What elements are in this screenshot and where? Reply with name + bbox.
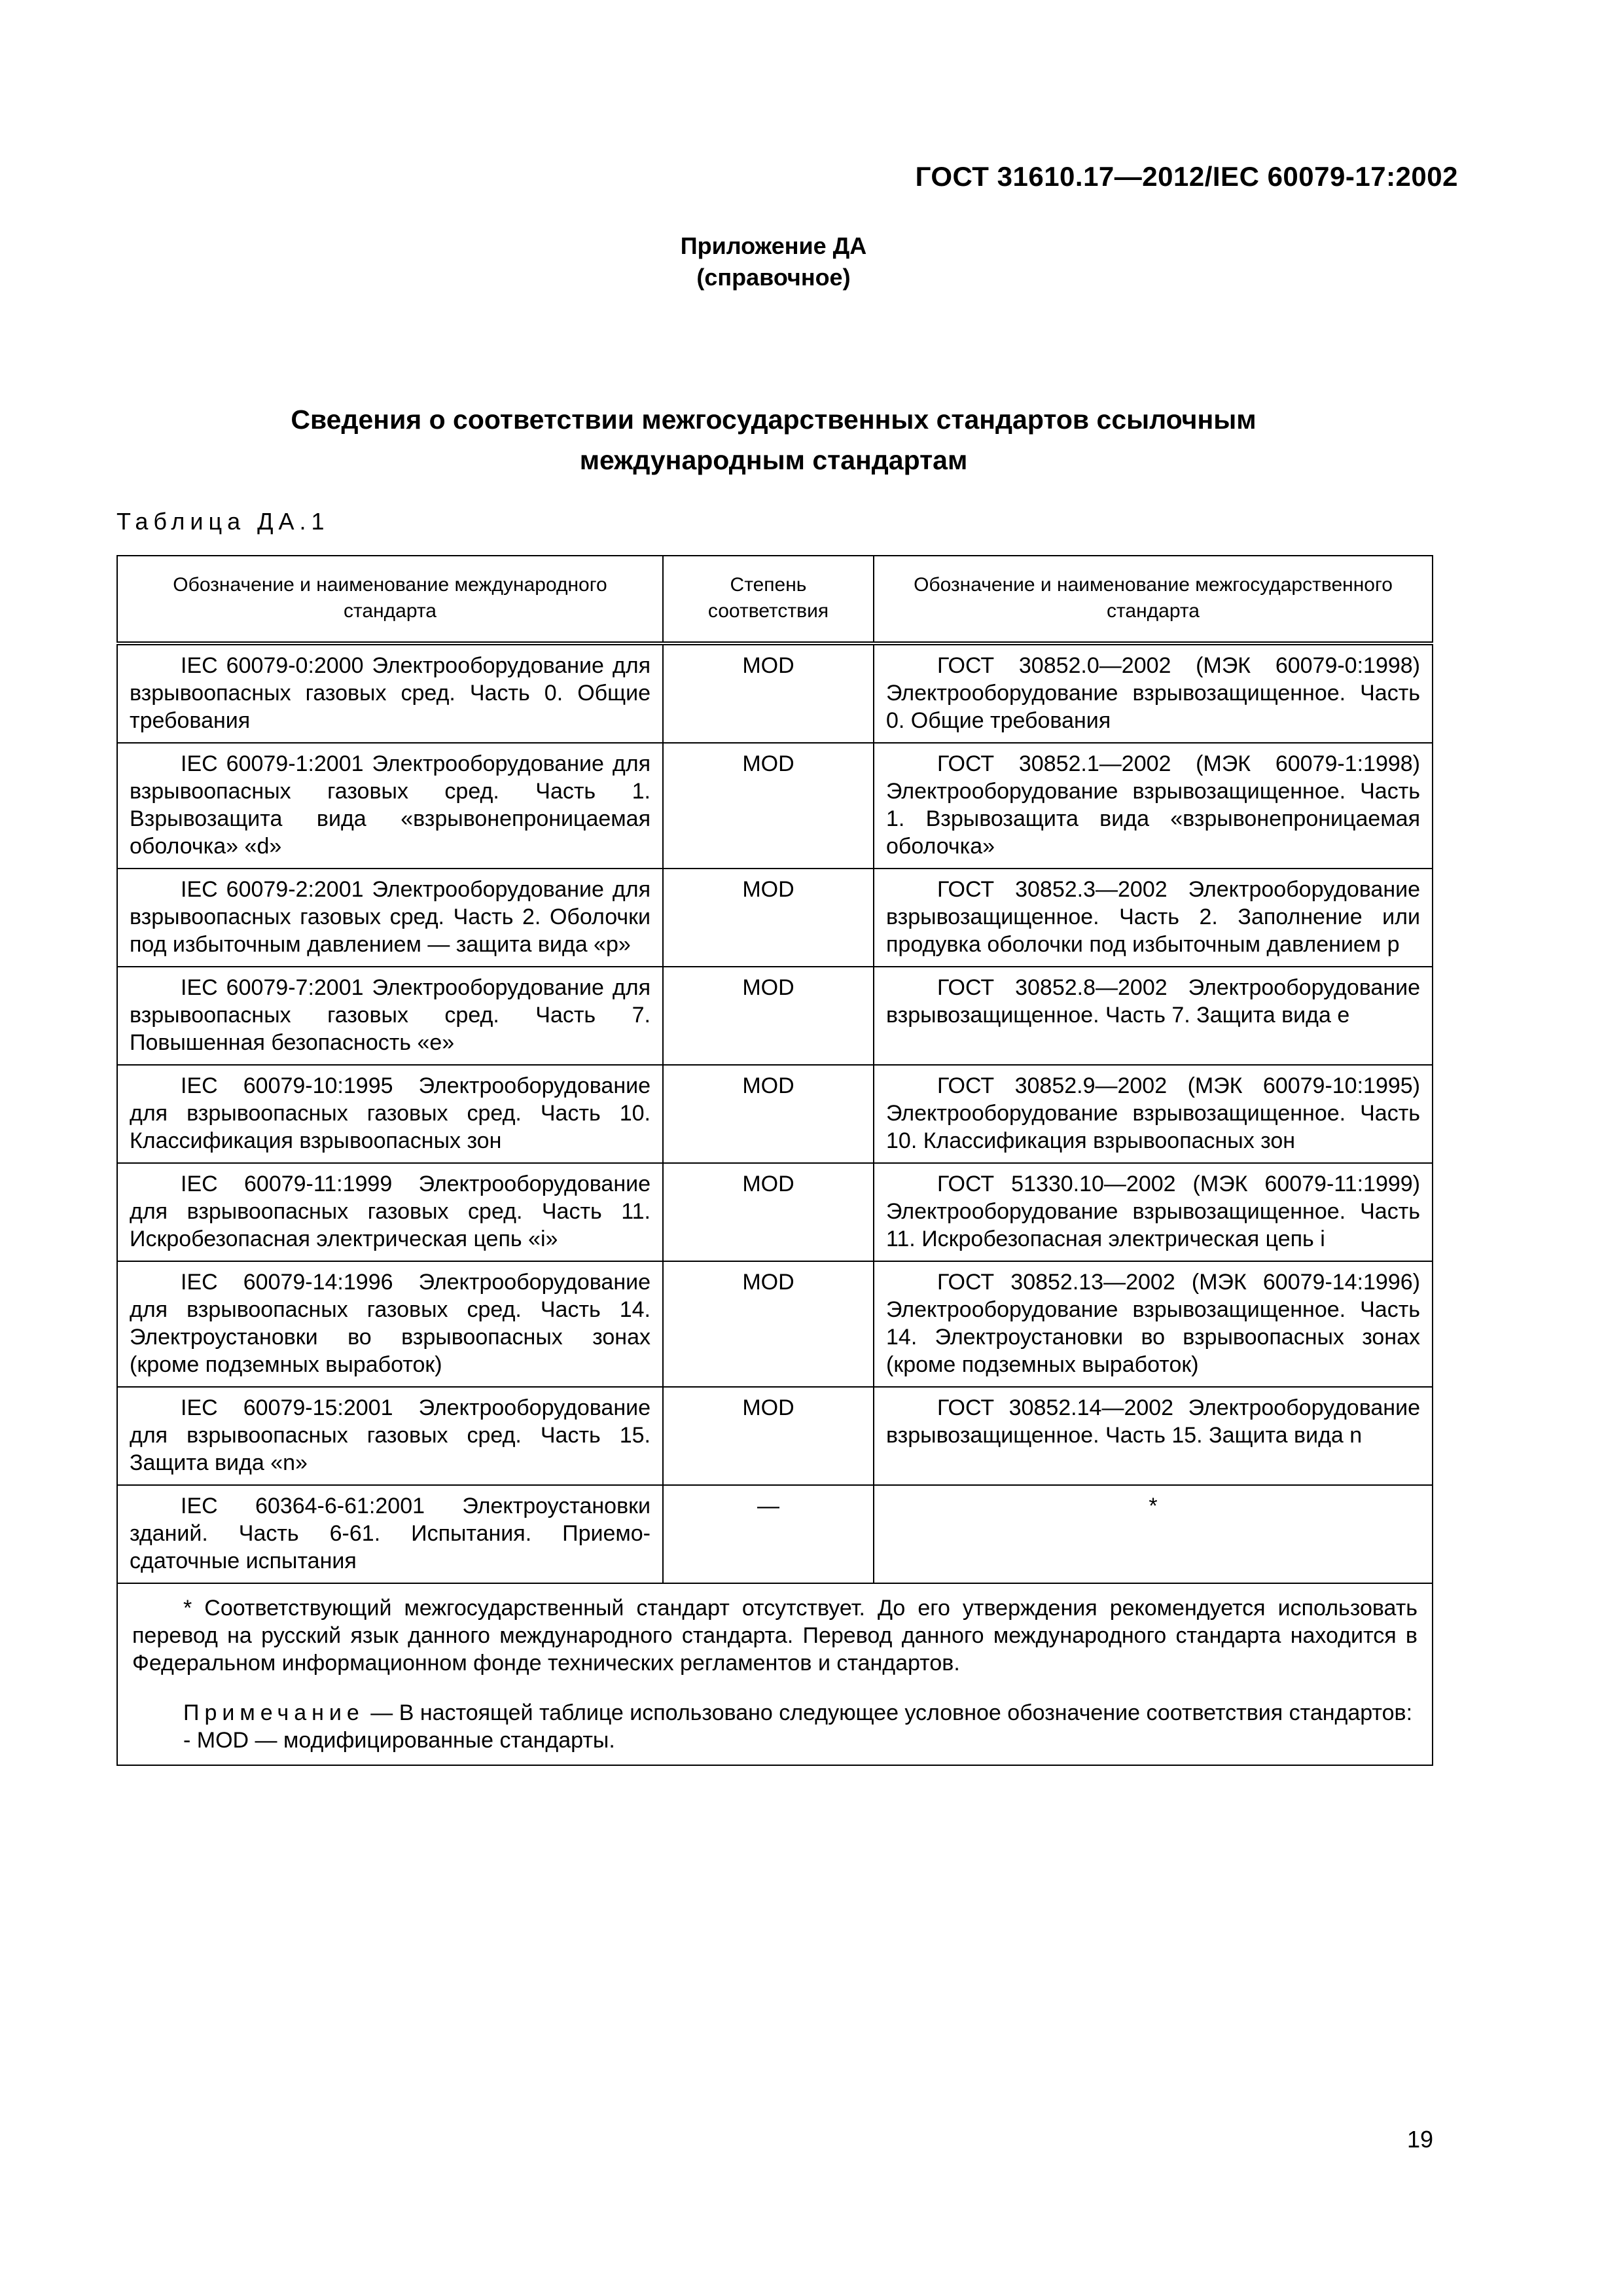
- footnote-text: * Соответствующий межгосударственный стандарт отсутствует. До его утверждения рекомендуется использовать перевод на русский язык данного международного стандарта. Перевод данного международного стандарта находится в Федеральном информационном фонде технических регламентов и стандартов.: [132, 1596, 1418, 1676]
- table-header-row: [117, 556, 1433, 643]
- note-text: — В настоящей таблице использовано следующее условное обозначение соответствия стандартов:: [370, 1700, 1413, 1725]
- cell-interstate: ГОСТ 30852.1—2002 (МЭК 60079-1:1998) Электрооборудование взрывозащищенное. Часть 1. Взрывозащита вида «взрывонепроницаемая оболочка»: [874, 743, 1433, 869]
- correspondence-table-container: [116, 555, 1432, 1766]
- table-row: [117, 967, 1433, 1065]
- table-row: [117, 869, 1433, 967]
- appendix-heading: [0, 230, 1547, 293]
- header-degree-of-correspondence: Степень соответствия: [663, 556, 874, 643]
- cell-interstate: ГОСТ 30852.0—2002 (МЭК 60079-0:1998) Электрооборудование взрывозащищенное. Часть 0. Общие требования: [874, 643, 1433, 743]
- cell-international: IEC 60364-6-61:2001 Электроустановки зданий. Часть 6-61. Испытания. Приемо-сдаточные испытания: [117, 1485, 663, 1583]
- table-row: [117, 1261, 1433, 1387]
- cell-interstate: ГОСТ 30852.3—2002 Электрооборудование взрывозащищенное. Часть 2. Заполнение или продувка оболочки под избыточным давлением р: [874, 869, 1433, 967]
- cell-interstate: ГОСТ 51330.10—2002 (МЭК 60079-11:1999) Электрооборудование взрывозащищенное. Часть 11. Искробезопасная электрическая цепь i: [874, 1163, 1433, 1261]
- cell-international: IEC 60079-10:1995 Электрооборудование для взрывоопасных газовых сред. Часть 10. Классификация взрывоопасных зон: [117, 1065, 663, 1163]
- cell-degree: MOD: [663, 643, 874, 743]
- table-row: [117, 1065, 1433, 1163]
- table-row: [117, 1163, 1433, 1261]
- section-title-line-2: международным стандартам: [579, 445, 968, 475]
- header-international-standard: Обозначение и наименование международного стандарта: [117, 556, 663, 643]
- page-number: 19: [1406, 2126, 1433, 2153]
- cell-degree: MOD: [663, 1163, 874, 1261]
- cell-international: IEC 60079-11:1999 Электрооборудование для взрывоопасных газовых сред. Часть 11. Искробезопасная электрическая цепь «i»: [117, 1163, 663, 1261]
- cell-degree: MOD: [663, 869, 874, 967]
- table-row: [117, 1485, 1433, 1583]
- note-label: Примечание: [183, 1700, 365, 1725]
- cell-degree: MOD: [663, 1387, 874, 1485]
- appendix-subtitle: (справочное): [696, 264, 851, 291]
- table-row: [117, 743, 1433, 869]
- cell-degree: MOD: [663, 1261, 874, 1387]
- table-note: [132, 1699, 1418, 1727]
- cell-international: IEC 60079-7:2001 Электрооборудование для взрывоопасных газовых сред. Часть 7. Повышенная безопасность «е»: [117, 967, 663, 1065]
- table-footnote: [117, 1583, 1433, 1765]
- header-interstate-standard: Обозначение и наименование межгосударственного стандарта: [874, 556, 1433, 643]
- correspondence-table: [116, 555, 1433, 1766]
- cell-international: IEC 60079-2:2001 Электрооборудование для взрывоопасных газовых сред. Часть 2. Оболочки под избыточным давлением — защита вида «р»: [117, 869, 663, 967]
- cell-international: IEC 60079-0:2000 Электрооборудование для взрывоопасных газовых сред. Часть 0. Общие требования: [117, 643, 663, 743]
- appendix-title: Приложение ДА: [680, 232, 867, 259]
- cell-international: IEC 60079-1:2001 Электрооборудование для взрывоопасных газовых сред. Часть 1. Взрывозащита вида «взрывонепроницаемая оболочка» «d»: [117, 743, 663, 869]
- cell-international: IEC 60079-14:1996 Электрооборудование для взрывоопасных газовых сред. Часть 14. Электроустановки во взрывоопасных зонах (кроме подземных выработок): [117, 1261, 663, 1387]
- table-caption: Таблица ДА.1: [116, 508, 330, 535]
- section-title: [0, 399, 1547, 480]
- cell-degree: MOD: [663, 743, 874, 869]
- cell-degree: MOD: [663, 967, 874, 1065]
- cell-interstate: ГОСТ 30852.8—2002 Электрооборудование взрывозащищенное. Часть 7. Защита вида е: [874, 967, 1433, 1065]
- table-footnote-row: [117, 1583, 1433, 1765]
- note-list-item: - MOD — модифицированные стандарты.: [183, 1728, 615, 1753]
- table-row: [117, 1387, 1433, 1485]
- cell-interstate: ГОСТ 30852.9—2002 (МЭК 60079-10:1995) Электрооборудование взрывозащищенное. Часть 10. Классификация взрывоопасных зон: [874, 1065, 1433, 1163]
- cell-interstate: ГОСТ 30852.13—2002 (МЭК 60079-14:1996) Электрооборудование взрывозащищенное. Часть 14. Электроустановки во взрывоопасных зонах (кроме подземных выработок): [874, 1261, 1433, 1387]
- section-title-line-1: Сведения о соответствии межгосударственных стандартов ссылочным: [291, 404, 1257, 435]
- table-row: [117, 643, 1433, 743]
- cell-degree: —: [663, 1485, 874, 1583]
- cell-international: IEC 60079-15:2001 Электрооборудование для взрывоопасных газовых сред. Часть 15. Защита вида «n»: [117, 1387, 663, 1485]
- cell-degree: MOD: [663, 1065, 874, 1163]
- cell-interstate: *: [874, 1485, 1433, 1583]
- cell-interstate: ГОСТ 30852.14—2002 Электрооборудование взрывозащищенное. Часть 15. Защита вида n: [874, 1387, 1433, 1485]
- document-code: ГОСТ 31610.17—2012/IEC 60079-17:2002: [915, 161, 1458, 192]
